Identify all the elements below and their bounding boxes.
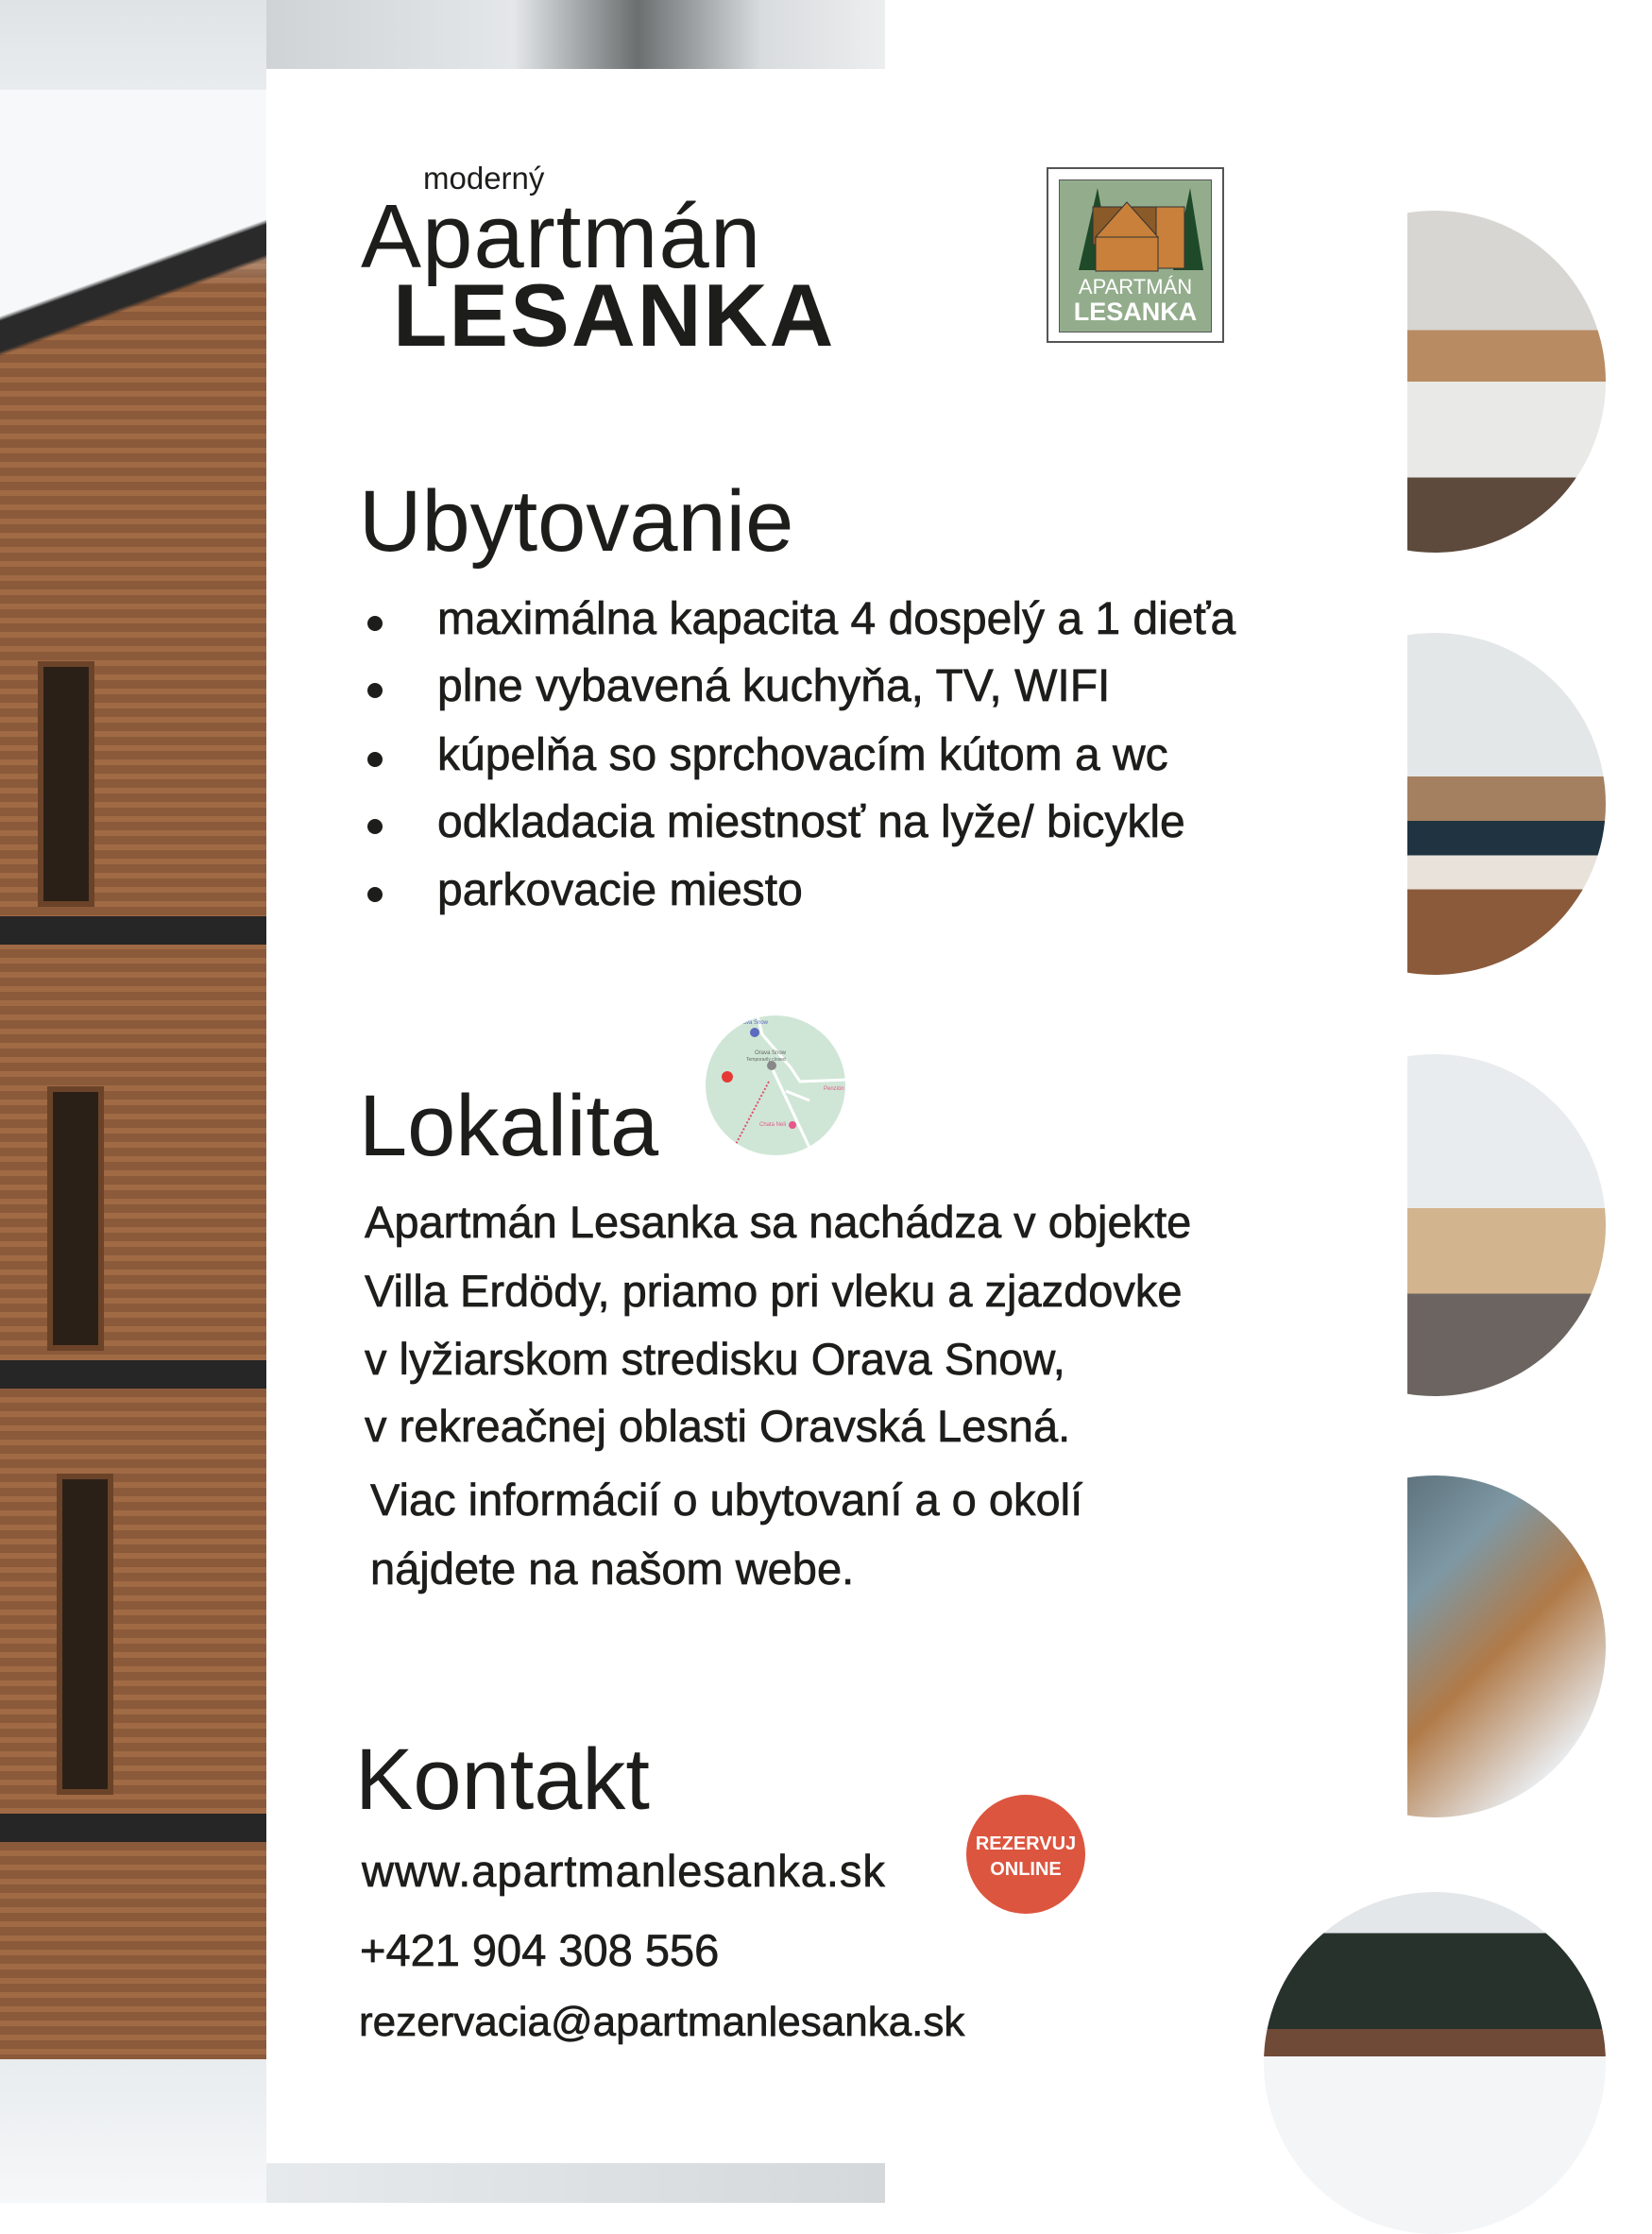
- logo-subtitle: moderný: [423, 161, 545, 196]
- ubytovanie-heading: Ubytovanie: [359, 473, 794, 570]
- list-item: kúpelňa so sprchovacím kútom a wc: [437, 730, 1168, 780]
- list-item: plne vybavená kuchyňa, TV, WIFI: [437, 661, 1111, 711]
- more-info-text: Viac informácií o ubytovaní a o okolí: [370, 1475, 1083, 1525]
- lokalita-text: v rekreačnej oblasti Oravská Lesná.: [365, 1401, 1071, 1451]
- bedroom-photo: [1407, 633, 1652, 975]
- location-pin-icon: [722, 1071, 733, 1083]
- house-icon: [1060, 180, 1213, 275]
- bullet-icon: [367, 887, 383, 902]
- map-label: Penzión: [824, 1086, 844, 1092]
- list-item: parkovacie miesto: [437, 865, 803, 915]
- top-photo-strip: [266, 0, 885, 69]
- email-link[interactable]: rezervacia@apartmanlesanka.sk: [359, 1999, 965, 2045]
- snow-roof: [0, 90, 266, 496]
- map-label: Temporarily closed: [746, 1057, 786, 1063]
- badge-top-text: APARTMÁN: [1078, 275, 1193, 298]
- dining-photo: [1407, 1054, 1652, 1396]
- logo-name: LESANKA: [393, 265, 836, 365]
- website-link[interactable]: www.apartmanlesanka.sk: [362, 1846, 886, 1896]
- bullet-icon: [367, 819, 383, 834]
- bottom-photo-strip: [266, 2163, 885, 2203]
- bullet-icon: [367, 683, 383, 698]
- map-label: Orava Snow: [737, 1020, 769, 1026]
- book-online-button[interactable]: [966, 1795, 1085, 1914]
- list-item: odkladacia miestnosť na lyže/ bicykle: [437, 797, 1185, 847]
- button-label: ONLINE: [990, 1859, 1062, 1880]
- lokalita-text: Apartmán Lesanka sa nachádza v objekte: [365, 1197, 1192, 1247]
- lokalita-text: v lyžiarskom stredisku Orava Snow,: [365, 1334, 1065, 1384]
- button-label: REZERVUJ: [975, 1833, 1077, 1854]
- kontakt-heading: Kontakt: [355, 1731, 650, 1828]
- window: [57, 1474, 113, 1795]
- balcony-photo: [1407, 1475, 1652, 1817]
- parking-pin-icon: [750, 1028, 759, 1037]
- lokalita-text: Villa Erdödy, priamo pri vleku a zjazdovke: [365, 1266, 1183, 1316]
- window: [47, 1086, 104, 1351]
- winter-view-photo: [1264, 1892, 1606, 2234]
- window: [38, 661, 94, 907]
- balcony: [0, 1814, 266, 1842]
- balcony: [0, 1360, 266, 1389]
- kitchen-photo: [1407, 211, 1652, 553]
- list-item: maximálna kapacita 4 dospelý a 1 dieťa: [437, 594, 1236, 644]
- more-info-text: nájdete na našom webe.: [370, 1543, 855, 1594]
- map-thumbnail[interactable]: [706, 1015, 845, 1155]
- bullet-icon: [367, 616, 383, 631]
- logo-badge: [1047, 167, 1224, 343]
- badge-bottom-text: LESANKA: [1073, 298, 1198, 326]
- logo-title: Apartmán: [361, 186, 762, 287]
- map-label: Chata Neli: [759, 1122, 787, 1128]
- lokalita-heading: Lokalita: [359, 1078, 659, 1174]
- phone-number[interactable]: +421 904 308 556: [360, 1925, 720, 1975]
- balcony: [0, 916, 266, 945]
- snow-ground: [0, 2059, 266, 2203]
- map-label: Orava Snow: [755, 1050, 787, 1056]
- bullet-icon: [367, 752, 383, 767]
